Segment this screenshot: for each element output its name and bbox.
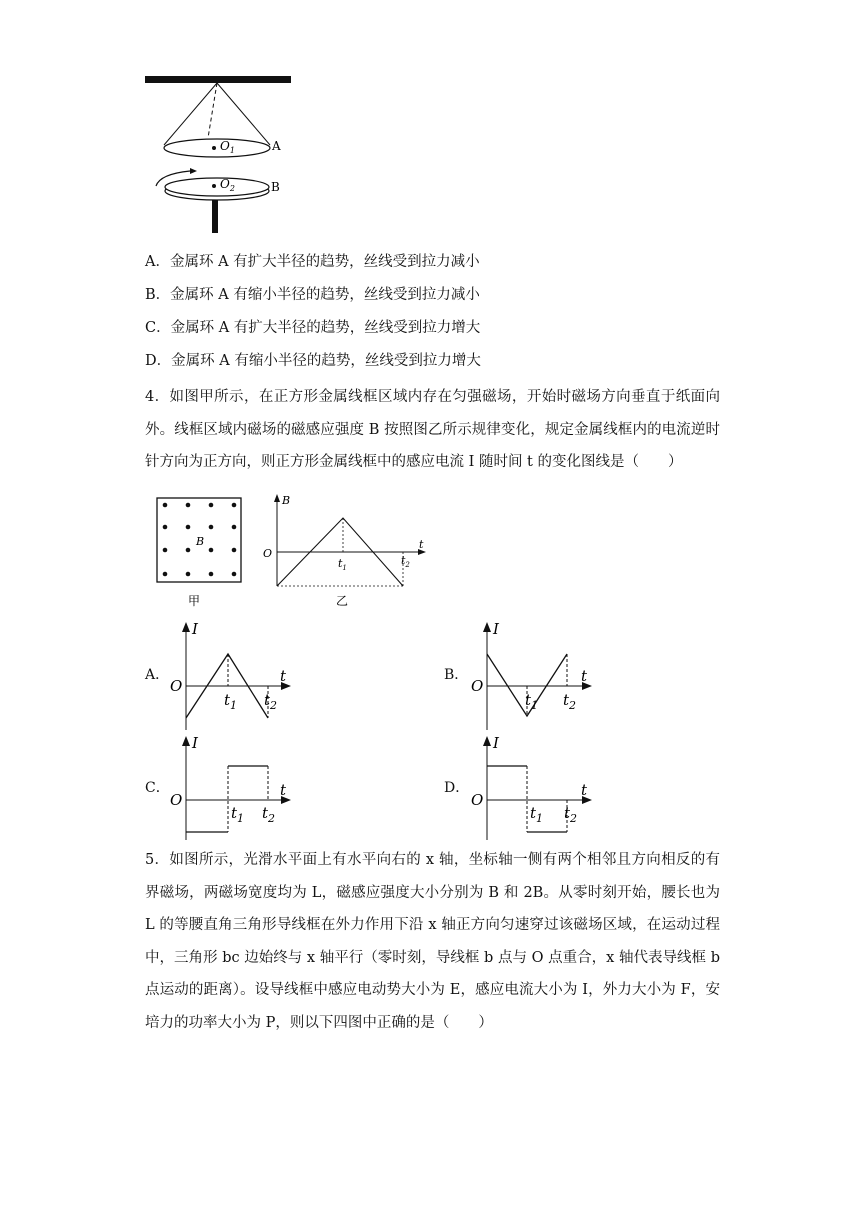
axis-arrow-i-icon — [483, 736, 491, 746]
q4-option-b-letter: B． — [444, 667, 469, 683]
q5-text: 5．如图所示，光滑水平面上有水平向右的 x 轴，坐标轴一侧有两个相邻且方向相反的有界磁场，两磁场宽度均为 L，磁感应强度大小分别为 B 和 2B。从零时刻开始，腰长也为 L 的等腰直角三角形导线框在外力作用下沿 x 轴正方向匀速穿过该磁场区域，在运动过程中，三角形 bc 边始终与 x 轴平行（零时刻，导线框 b 点与 O 点重合，x 轴代表导线框 b 点运动的距离）。设导线框中感应电动势大小为 E，感应电流大小为 I，外力大小为 F，安培力的功率大小为 P，则以下四图中正确的是（ ） — [145, 852, 720, 1031]
q4-option-d-graph — [466, 732, 606, 847]
figure-jia — [150, 492, 250, 612]
yi-label-t2: $t_2$ — [401, 554, 410, 569]
axis-arrow-i-icon — [182, 622, 190, 632]
center-o1-dot — [212, 146, 216, 150]
label-o: O — [471, 791, 484, 809]
support-post — [212, 200, 218, 233]
label-t1: $t_1$ — [525, 691, 539, 712]
label-o1: $O_1$ — [220, 139, 235, 155]
label-o: O — [471, 677, 484, 695]
label-i: I — [192, 734, 198, 752]
figure-yi — [258, 492, 438, 612]
q3-option-d: D．金属环 A 有缩小半径的趋势，丝线受到拉力增大 — [145, 353, 481, 369]
q4-option-c-graph — [165, 732, 305, 847]
yi-label-t1: $t_1$ — [338, 557, 347, 572]
label-i: I — [493, 734, 499, 752]
rotation-arrowhead-icon — [190, 168, 197, 174]
label-b: B — [271, 180, 280, 194]
q3-option-b: B．金属环 A 有缩小半径的趋势，丝线受到拉力减小 — [145, 287, 480, 303]
label-a: A — [272, 139, 281, 153]
yi-arrow-b-icon — [274, 494, 280, 502]
label-t1: $t_1$ — [231, 804, 245, 825]
q4-option-a-graph — [165, 618, 305, 738]
label-t2: $t_2$ — [563, 691, 577, 712]
label-o: O — [170, 677, 183, 695]
yi-caption: 乙 — [336, 594, 349, 608]
label-i: I — [493, 620, 499, 638]
ceiling-bar — [145, 76, 291, 83]
label-o: O — [170, 791, 183, 809]
label-t: t — [280, 667, 287, 685]
jia-caption: 甲 — [188, 594, 201, 608]
q3-option-a: A．金属环 A 有扩大半径的趋势，丝线受到拉力减小 — [145, 254, 480, 270]
label-t: t — [280, 781, 287, 799]
q4-option-c-letter: C． — [145, 780, 170, 796]
label-i: I — [192, 620, 198, 638]
jia-label-b: B — [196, 535, 205, 548]
figure-rings — [140, 70, 300, 240]
thread-left — [164, 83, 217, 145]
yi-label-b: B — [282, 494, 291, 507]
axis-arrow-i-icon — [182, 736, 190, 746]
yi-label-t: t — [419, 538, 424, 551]
label-t1: $t_1$ — [530, 804, 544, 825]
label-t2: $t_2$ — [264, 691, 278, 712]
label-t2: $t_2$ — [564, 804, 578, 825]
ring-a — [164, 139, 270, 157]
label-t: t — [581, 667, 588, 685]
label-t: t — [581, 781, 588, 799]
label-t1: $t_1$ — [224, 691, 238, 712]
q4-option-d-letter: D． — [444, 780, 470, 796]
center-o2-dot — [212, 184, 216, 188]
label-t2: $t_2$ — [262, 804, 276, 825]
disk-b-top — [165, 178, 269, 196]
thread-right — [217, 83, 270, 145]
q3-option-c: C．金属环 A 有扩大半径的趋势，丝线受到拉力增大 — [145, 320, 481, 336]
axis-arrow-i-icon — [483, 622, 491, 632]
q4-option-b-graph — [466, 618, 606, 738]
q4-option-a-letter: A． — [145, 667, 170, 683]
q4-text: 4．如图甲所示，在正方形金属线框区域内存在匀强磁场，开始时磁场方向垂直于纸面向外。线框区域内磁场的磁感应强度 B 按照图乙所示规律变化，规定金属线框内的电流逆时针方向为正方向，则正方形金属线框中的感应电流 I 随时间 t 的变化图线是（ ） — [145, 389, 720, 470]
label-o2: $O_2$ — [220, 177, 235, 193]
yi-label-o: O — [263, 547, 273, 560]
